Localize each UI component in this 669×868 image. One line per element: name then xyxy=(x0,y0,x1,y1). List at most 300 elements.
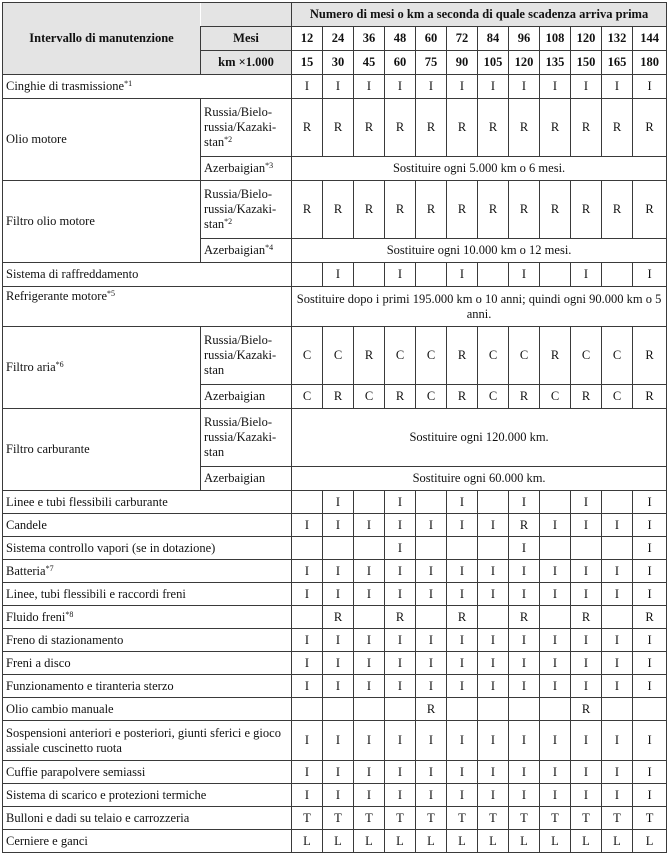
schedule-cell xyxy=(292,606,323,629)
schedule-cell: R xyxy=(354,181,385,239)
schedule-cell: T xyxy=(602,807,633,830)
schedule-cell: L xyxy=(540,830,571,853)
item-name xyxy=(3,514,292,537)
schedule-cell: I xyxy=(385,537,416,560)
schedule-cell: I xyxy=(354,75,385,99)
schedule-cell: I xyxy=(509,761,540,784)
schedule-cell: I xyxy=(602,721,633,761)
item-name xyxy=(3,99,201,181)
schedule-cell: I xyxy=(385,761,416,784)
schedule-cell: I xyxy=(385,675,416,698)
schedule-cell: I xyxy=(478,514,509,537)
schedule-cell: I xyxy=(571,675,602,698)
schedule-cell: L xyxy=(571,830,602,853)
item-name xyxy=(3,263,292,287)
schedule-cell xyxy=(509,698,540,721)
item-label: Batteria xyxy=(6,563,46,578)
table-row xyxy=(3,629,667,652)
schedule-cell: R xyxy=(633,327,667,385)
schedule-cell: I xyxy=(540,583,571,606)
months-value: 108 xyxy=(540,27,571,51)
km-value: 150 xyxy=(571,51,602,75)
item-name xyxy=(3,721,292,761)
schedule-cell: I xyxy=(509,583,540,606)
months-value: 132 xyxy=(602,27,633,51)
schedule-cell: I xyxy=(478,784,509,807)
schedule-cell: I xyxy=(354,514,385,537)
schedule-note: Sostituire ogni 120.000 km. xyxy=(292,409,667,467)
schedule-cell: R xyxy=(602,181,633,239)
schedule-cell: C xyxy=(292,385,323,409)
schedule-cell: I xyxy=(571,652,602,675)
item-label: Filtro aria xyxy=(6,360,56,374)
schedule-cell: T xyxy=(354,807,385,830)
schedule-cell: I xyxy=(416,721,447,761)
schedule-cell xyxy=(478,606,509,629)
schedule-cell: I xyxy=(323,675,354,698)
item-label: Olio cambio manuale xyxy=(6,701,114,716)
footnote-mark: *3 xyxy=(265,161,274,170)
schedule-cell: I xyxy=(509,721,540,761)
region-label xyxy=(201,467,292,491)
region-label xyxy=(201,99,292,157)
months-value: 24 xyxy=(323,27,354,51)
item-name xyxy=(3,583,292,606)
table-row xyxy=(3,721,667,761)
schedule-cell: I xyxy=(416,514,447,537)
schedule-note: Sostituire dopo i primi 195.000 km o 10 anni; quindi ogni 90.000 km o 5 anni. xyxy=(292,287,667,327)
table-row xyxy=(3,263,667,287)
item-label: Linee, tubi flessibili e raccordi freni xyxy=(6,586,186,601)
schedule-cell: I xyxy=(602,629,633,652)
schedule-cell: I xyxy=(447,75,478,99)
schedule-cell: I xyxy=(292,583,323,606)
item-name xyxy=(3,652,292,675)
schedule-cell: I xyxy=(540,75,571,99)
schedule-cell: I xyxy=(509,263,540,287)
item-label: Refrigerante motore xyxy=(6,289,107,303)
header-spacer xyxy=(201,3,292,27)
schedule-cell xyxy=(447,537,478,560)
schedule-cell: I xyxy=(292,652,323,675)
months-value: 48 xyxy=(385,27,416,51)
table-row xyxy=(3,675,667,698)
region-label xyxy=(201,181,292,239)
schedule-cell: I xyxy=(416,560,447,583)
item-label: Filtro olio motore xyxy=(6,214,95,228)
schedule-span-header: Numero di mesi o km a seconda di quale scadenza arriva prima xyxy=(292,3,667,27)
schedule-cell: I xyxy=(602,583,633,606)
schedule-cell: I xyxy=(602,75,633,99)
schedule-cell xyxy=(540,537,571,560)
item-name xyxy=(3,761,292,784)
schedule-cell: I xyxy=(478,629,509,652)
schedule-cell: I xyxy=(571,560,602,583)
schedule-cell: I xyxy=(323,263,354,287)
months-value: 120 xyxy=(571,27,602,51)
schedule-cell: T xyxy=(447,807,478,830)
schedule-cell: L xyxy=(509,830,540,853)
schedule-cell: C xyxy=(509,327,540,385)
region-text: Russia/Bielorussia/Kazakistan xyxy=(204,415,277,459)
schedule-cell xyxy=(478,263,509,287)
footnote-mark: *6 xyxy=(55,360,64,369)
km-value: 15 xyxy=(292,51,323,75)
schedule-cell: I xyxy=(633,583,667,606)
schedule-cell: I xyxy=(540,784,571,807)
schedule-cell: I xyxy=(602,784,633,807)
schedule-cell xyxy=(292,491,323,514)
table-row xyxy=(3,409,667,467)
schedule-cell: R xyxy=(571,181,602,239)
item-name xyxy=(3,784,292,807)
table-row xyxy=(3,514,667,537)
region-text: Azerbaigian xyxy=(204,243,266,257)
schedule-cell: I xyxy=(633,263,667,287)
table-row xyxy=(3,75,667,99)
schedule-cell: L xyxy=(354,830,385,853)
item-name xyxy=(3,409,201,491)
schedule-cell: R xyxy=(447,181,478,239)
schedule-cell: I xyxy=(571,629,602,652)
schedule-cell: I xyxy=(571,263,602,287)
item-name xyxy=(3,830,292,853)
schedule-cell: T xyxy=(478,807,509,830)
schedule-cell: I xyxy=(323,75,354,99)
item-label: Sospensioni anteriori e posteriori, giunti sferici e gioco assiale cuscinetto ruota xyxy=(6,725,281,755)
schedule-cell xyxy=(385,698,416,721)
schedule-cell xyxy=(354,537,385,560)
schedule-cell: R xyxy=(509,99,540,157)
schedule-cell xyxy=(602,491,633,514)
item-name xyxy=(3,181,201,263)
schedule-cell xyxy=(354,606,385,629)
schedule-cell xyxy=(540,698,571,721)
schedule-cell: I xyxy=(571,75,602,99)
schedule-cell: I xyxy=(509,675,540,698)
schedule-cell: I xyxy=(323,560,354,583)
schedule-cell xyxy=(540,606,571,629)
schedule-cell: I xyxy=(633,721,667,761)
schedule-cell: C xyxy=(540,385,571,409)
schedule-cell: T xyxy=(571,807,602,830)
schedule-cell: I xyxy=(602,652,633,675)
schedule-cell: I xyxy=(292,784,323,807)
table-row xyxy=(3,181,667,239)
schedule-cell: R xyxy=(416,99,447,157)
item-label: Fluido freni xyxy=(6,609,66,624)
schedule-cell xyxy=(354,698,385,721)
schedule-cell xyxy=(478,537,509,560)
schedule-cell: I xyxy=(509,560,540,583)
schedule-cell: I xyxy=(633,514,667,537)
schedule-cell: I xyxy=(509,629,540,652)
schedule-cell: I xyxy=(540,721,571,761)
footnote-mark: *5 xyxy=(107,289,115,298)
schedule-cell: I xyxy=(633,560,667,583)
schedule-cell xyxy=(416,491,447,514)
schedule-cell xyxy=(292,698,323,721)
region-text: Russia/Bielorussia/Kazakistan xyxy=(204,105,277,149)
schedule-cell: I xyxy=(571,784,602,807)
footnote-mark: *8 xyxy=(65,609,74,619)
schedule-cell: R xyxy=(633,606,667,629)
schedule-cell: R xyxy=(447,327,478,385)
schedule-cell xyxy=(323,698,354,721)
table-row xyxy=(3,606,667,629)
schedule-cell: I xyxy=(385,75,416,99)
table-row xyxy=(3,761,667,784)
schedule-cell: I xyxy=(354,675,385,698)
schedule-cell: R xyxy=(416,181,447,239)
schedule-cell: I xyxy=(354,652,385,675)
schedule-cell xyxy=(354,491,385,514)
schedule-cell: I xyxy=(385,491,416,514)
schedule-cell xyxy=(540,491,571,514)
schedule-cell: I xyxy=(323,761,354,784)
table-row xyxy=(3,807,667,830)
footnote-mark: *2 xyxy=(224,217,233,226)
schedule-cell: I xyxy=(540,652,571,675)
schedule-cell: R xyxy=(633,385,667,409)
schedule-cell: I xyxy=(354,583,385,606)
schedule-cell: I xyxy=(354,761,385,784)
km-value: 180 xyxy=(633,51,667,75)
schedule-cell: R xyxy=(447,606,478,629)
schedule-cell: I xyxy=(292,629,323,652)
schedule-cell xyxy=(354,263,385,287)
schedule-cell: R xyxy=(447,99,478,157)
schedule-cell: R xyxy=(478,181,509,239)
footnote-mark: *4 xyxy=(265,243,274,252)
schedule-cell: I xyxy=(292,675,323,698)
item-label: Freno di stazionamento xyxy=(6,632,124,647)
schedule-cell: I xyxy=(447,583,478,606)
schedule-cell xyxy=(602,537,633,560)
schedule-cell: I xyxy=(633,675,667,698)
schedule-cell: I xyxy=(447,652,478,675)
schedule-cell: I xyxy=(478,675,509,698)
schedule-cell: C xyxy=(416,327,447,385)
schedule-cell: I xyxy=(292,560,323,583)
footnote-mark: *1 xyxy=(124,79,133,88)
footnote-mark: *2 xyxy=(224,135,233,144)
schedule-cell: I xyxy=(385,652,416,675)
item-label: Cinghie di trasmissione xyxy=(6,79,125,93)
schedule-cell xyxy=(602,698,633,721)
schedule-cell: I xyxy=(633,784,667,807)
schedule-note: Sostituire ogni 60.000 km. xyxy=(292,467,667,491)
item-label: Funzionamento e tiranteria sterzo xyxy=(6,678,174,693)
item-label: Bulloni e dadi su telaio e carrozzeria xyxy=(6,810,190,825)
table-row xyxy=(3,537,667,560)
schedule-cell: I xyxy=(323,514,354,537)
schedule-cell: I xyxy=(447,491,478,514)
months-value: 72 xyxy=(447,27,478,51)
schedule-cell xyxy=(416,606,447,629)
item-name xyxy=(3,698,292,721)
schedule-cell: C xyxy=(478,327,509,385)
schedule-cell: R xyxy=(292,99,323,157)
item-label: Sistema controllo vapori (se in dotazione) xyxy=(6,540,216,555)
schedule-cell: I xyxy=(509,75,540,99)
schedule-cell: C xyxy=(323,327,354,385)
schedule-cell: R xyxy=(540,327,571,385)
schedule-cell: I xyxy=(509,537,540,560)
schedule-cell: I xyxy=(292,75,323,99)
schedule-cell: T xyxy=(292,807,323,830)
table-row xyxy=(3,99,667,157)
schedule-cell: R xyxy=(323,181,354,239)
schedule-cell: R xyxy=(385,181,416,239)
schedule-cell: C xyxy=(354,385,385,409)
schedule-cell: C xyxy=(602,327,633,385)
km-value: 120 xyxy=(509,51,540,75)
table-row xyxy=(3,784,667,807)
region-text: Azerbaigian xyxy=(204,389,266,403)
item-name xyxy=(3,491,292,514)
schedule-note: Sostituire ogni 10.000 km o 12 mesi. xyxy=(292,239,667,263)
schedule-cell: L xyxy=(478,830,509,853)
schedule-cell: R xyxy=(478,99,509,157)
schedule-cell: I xyxy=(478,721,509,761)
region-label xyxy=(201,385,292,409)
schedule-cell: L xyxy=(292,830,323,853)
schedule-cell: I xyxy=(447,784,478,807)
table-row xyxy=(3,652,667,675)
schedule-cell: R xyxy=(385,99,416,157)
schedule-cell: R xyxy=(571,698,602,721)
schedule-cell: L xyxy=(385,830,416,853)
schedule-cell: T xyxy=(416,807,447,830)
schedule-cell: R xyxy=(571,606,602,629)
schedule-cell: R xyxy=(633,181,667,239)
schedule-cell: R xyxy=(447,385,478,409)
schedule-cell: I xyxy=(633,761,667,784)
table-row xyxy=(3,287,667,327)
km-value: 75 xyxy=(416,51,447,75)
months-value: 96 xyxy=(509,27,540,51)
schedule-cell: I xyxy=(292,514,323,537)
schedule-cell: R xyxy=(509,606,540,629)
schedule-cell: I xyxy=(540,675,571,698)
schedule-cell: T xyxy=(540,807,571,830)
schedule-cell: I xyxy=(602,514,633,537)
region-label xyxy=(201,157,292,181)
schedule-cell: I xyxy=(447,675,478,698)
months-value: 36 xyxy=(354,27,385,51)
item-label: Sistema di raffreddamento xyxy=(6,267,139,281)
schedule-cell: I xyxy=(354,629,385,652)
item-label: Cerniere e ganci xyxy=(6,833,88,848)
schedule-cell: R xyxy=(509,514,540,537)
schedule-cell: I xyxy=(509,784,540,807)
schedule-cell: I xyxy=(385,629,416,652)
km-value: 105 xyxy=(478,51,509,75)
table-row xyxy=(3,583,667,606)
table-row xyxy=(3,830,667,853)
schedule-cell: R xyxy=(540,99,571,157)
months-value: 84 xyxy=(478,27,509,51)
schedule-cell: C xyxy=(571,327,602,385)
schedule-cell: T xyxy=(323,807,354,830)
schedule-note: Sostituire ogni 5.000 km o 6 mesi. xyxy=(292,157,667,181)
schedule-cell: L xyxy=(416,830,447,853)
schedule-cell: R xyxy=(571,99,602,157)
schedule-cell: I xyxy=(354,721,385,761)
schedule-cell: I xyxy=(478,560,509,583)
schedule-cell: I xyxy=(416,784,447,807)
item-name xyxy=(3,629,292,652)
interval-header: Intervallo di manutenzione xyxy=(3,3,201,75)
schedule-cell xyxy=(447,698,478,721)
schedule-cell: I xyxy=(416,583,447,606)
item-label: Filtro carburante xyxy=(6,442,90,456)
schedule-cell: I xyxy=(602,761,633,784)
schedule-cell: I xyxy=(540,514,571,537)
table-row xyxy=(3,491,667,514)
region-text: Russia/Bielorussia/Kazakistan xyxy=(204,333,277,377)
km-value: 165 xyxy=(602,51,633,75)
schedule-cell: I xyxy=(633,75,667,99)
item-label: Sistema di scarico e protezioni termiche xyxy=(6,787,207,802)
km-value: 90 xyxy=(447,51,478,75)
months-value: 60 xyxy=(416,27,447,51)
schedule-cell: C xyxy=(602,385,633,409)
schedule-cell xyxy=(602,606,633,629)
schedule-cell: I xyxy=(447,629,478,652)
schedule-cell: I xyxy=(633,629,667,652)
schedule-cell xyxy=(478,491,509,514)
item-name xyxy=(3,807,292,830)
schedule-cell: I xyxy=(540,629,571,652)
schedule-cell: I xyxy=(478,75,509,99)
table-row xyxy=(3,560,667,583)
schedule-cell: R xyxy=(385,606,416,629)
schedule-cell: T xyxy=(385,807,416,830)
region-label xyxy=(201,239,292,263)
schedule-cell: I xyxy=(447,761,478,784)
schedule-cell: L xyxy=(323,830,354,853)
region-label xyxy=(201,409,292,467)
schedule-cell: I xyxy=(323,583,354,606)
schedule-cell: R xyxy=(509,385,540,409)
item-name xyxy=(3,75,292,99)
schedule-cell: I xyxy=(478,652,509,675)
schedule-cell: L xyxy=(633,830,667,853)
schedule-cell: C xyxy=(385,327,416,385)
schedule-cell xyxy=(633,698,667,721)
table-row xyxy=(3,327,667,385)
schedule-cell: I xyxy=(385,263,416,287)
schedule-cell: I xyxy=(323,721,354,761)
km-value: 135 xyxy=(540,51,571,75)
schedule-cell: C xyxy=(292,327,323,385)
schedule-cell: I xyxy=(292,761,323,784)
schedule-cell: T xyxy=(509,807,540,830)
schedule-cell: R xyxy=(354,99,385,157)
schedule-cell: L xyxy=(602,830,633,853)
schedule-cell: R xyxy=(354,327,385,385)
km-value: 60 xyxy=(385,51,416,75)
schedule-cell: I xyxy=(416,652,447,675)
item-label: Olio motore xyxy=(6,132,67,146)
km-value: 45 xyxy=(354,51,385,75)
schedule-cell xyxy=(478,698,509,721)
schedule-cell: I xyxy=(416,761,447,784)
schedule-cell: I xyxy=(292,721,323,761)
schedule-cell: R xyxy=(571,385,602,409)
